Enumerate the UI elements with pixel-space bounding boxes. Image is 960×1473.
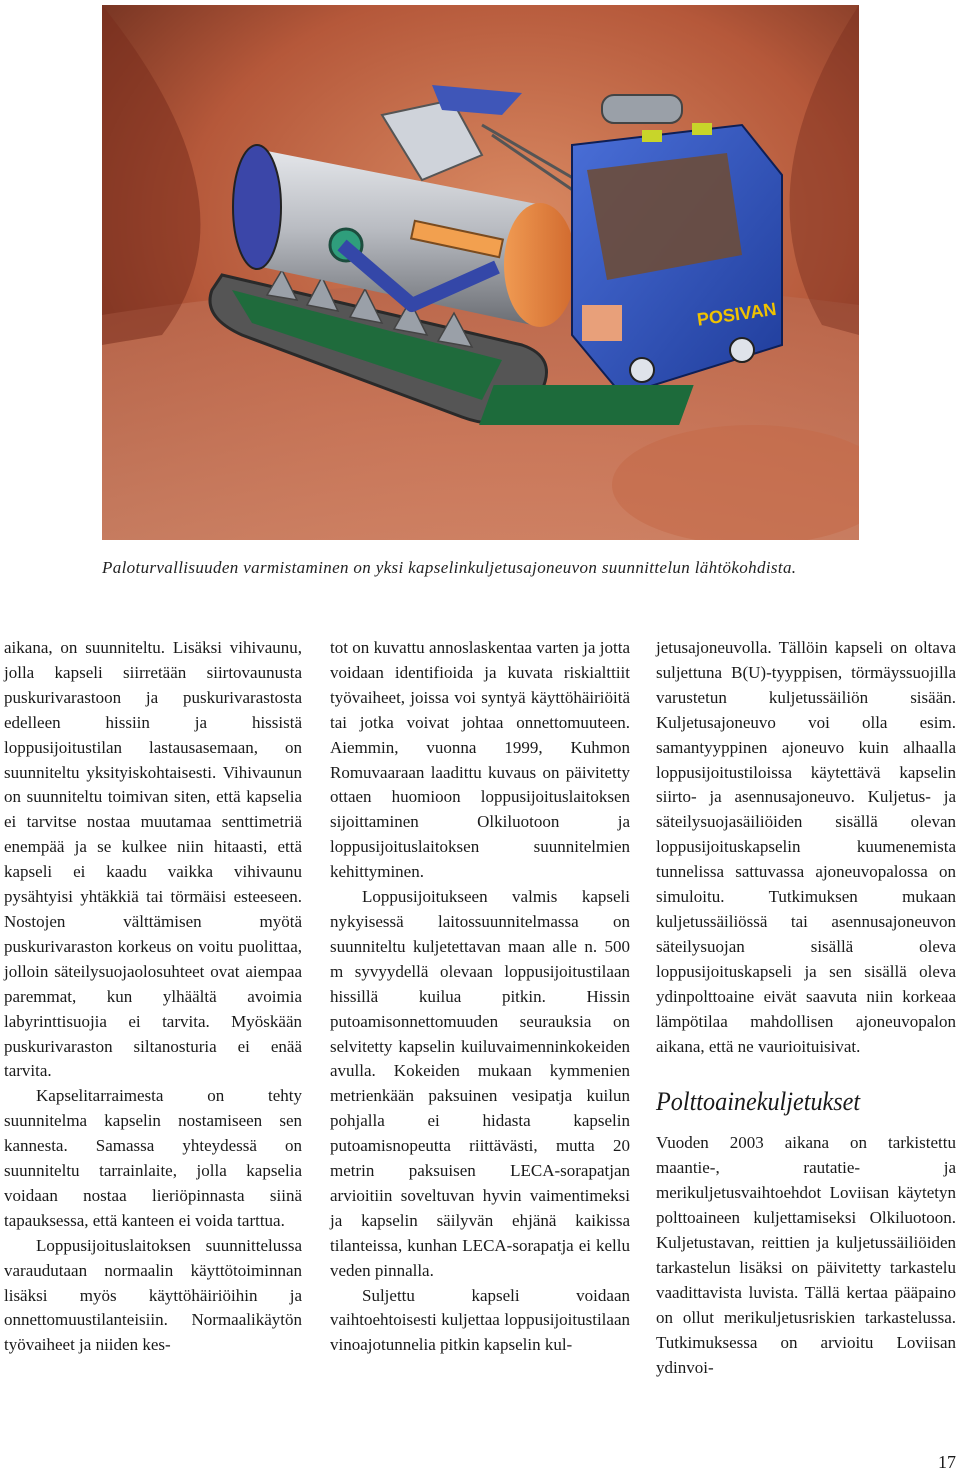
paragraph: Suljettu kapseli voidaan vaihtoehtoisesti kuljettaa loppusijoitustilaan vinoajotunnelia pitkin kapselin kul-	[330, 1285, 630, 1355]
section-heading: Polttoainekuljetukset	[656, 1087, 861, 1117]
paragraph: tot on kuvattu annoslaskentaa varten ja jotta voidaan identifioida ja kuvata riskialttiit työvaiheet, joissa voi syntyä käyttöhäiriöitä tai jotka voivat johtaa onnettomuuteen. Aiemmin, vuonna 1999, Kuhmon Romuvaaraan laadittu kuvaus on päivitetty ottaen huomioon loppusijoituslaitoksen sijoittaminen Olkiluotoon ja loppusijoituslaitoksen suunnitelmien kehittyminen.	[330, 638, 630, 882]
page-number: 17	[938, 1452, 956, 1472]
paragraph: Loppusijoitukseen valmis kapseli nykyisessä laitossuunnitelmassa on suunniteltu kuljetettavan maan alle n. 500 m syvyydellä olevaan loppusijoitustilaan hissillä kuilua pitkin. Hissin putoamisonnettomuuden seurauksia on selvitetty kapselin kuiluvaimenninkokeiden avulla. Kokeiden mukaan kymmenien metrienkään paksuinen vesipatja kuilun pohjalla ei hidasta kapselin putoamisnopeutta riittävästi, mutta 20 metrin paksuisen LECA-sorapatjan arvioitiin soveltuvan hyvin vaimentimeksi ja kapselin säilyvän ehjänä kaikissa tilanteissa, kunhan LECA-sorapatja ei kellu veden pinnalla.	[330, 887, 630, 1280]
paragraph: Loppusijoituslaitoksen suunnittelussa varaudutaan normaalin käyttötoiminnan lisäksi myös käyttöhäiriöihin ja onnettomuustilanteisiin. Normaalikäytön työvaiheet ja niiden kes-	[4, 1235, 302, 1355]
column-2	[330, 636, 630, 1358]
paragraph: jetusajoneuvolla. Tällöin kapseli on oltava suljettuna B(U)-tyyppisen, törmäyssuojilla varustetun kuljetussäiliön sisään. Kuljetusajoneuvo voi olla esim. samantyyppinen ajoneuvo kuin alhaalla loppusijoitustiloissa käytettävä kapselin siirto- ja asennusajoneuvo. Kuljetus- ja säteilysuojasäiliöiden sisällä olevan loppusijoituskapselin kuumenemista tunnelissa sattuvassa ajoneuvopalossa on simuloitu. Tutkimuksen mukaan kuljetussäiliössä tai asennusajoneuvon säteilysuojan sisällä oleva loppusijoituskapseli ja sen sisällä oleva ydinpolttoaine eivät saavuta niin korkeaa lämpötilaa mahdollisen ajoneuvopalon aikana, että ne vaurioituisivat.	[656, 638, 956, 1056]
paragraph: Kapselitarraimesta on tehty suunnitelma kapselin nostamiseen sen kannesta. Samassa yhteydessä on suunniteltu tarrainlaite, jolla kapselia voidaan nostaa lieriöpinnasta siinä tapauksessa, että kanteen ei voida tarttua.	[4, 1086, 302, 1230]
vehicle-illustration	[102, 5, 859, 540]
column-1	[4, 636, 302, 1358]
paragraph: Vuoden 2003 aikana on tarkistettu maantie-, rautatie- ja merikuljetusvaihtoehdot Loviisan käytetyn polttoaineen kuljettamiseksi Olkiluotoon. Kuljetustavan, reittien ja kuljetussäiliöiden tarkastelun lisäksi on päivitetty tarkastelu vaadittavista luvista. Tällä kertaa pääpaino on ollut merikuljetusriskien tarkastelussa. Tutkimuksessa on arvioitu Loviisan ydinvoi-	[656, 1133, 956, 1377]
vehicle-logo: POSIVAN	[695, 298, 778, 330]
paragraph: aikana, on suunniteltu. Lisäksi vihivaunu, jolla kapseli siirretään siirtovaunusta puskurivarastoon ja puskurivarastosta edelleen hissiin ja hissistä loppusijoitustilan lastausasemaan, on suunniteltu yksityiskohtaisesti. Vihivaunun on suunniteltu toimivan siten, että kapselia ei tarvitse nostaa muutamaa senttimetriä enempää ja se kulkee niin hitaasti, että kapseli ei kaadu vaikka vihivaunu pysähtyisi yhtäkkiä tai törmäisi esteeseen. Nostojen välttämisen myötä puskurivaraston korkeus on voitu puolittaa, jolloin säteilysuojaolosuhteet ovat aiempaa paremmat, kun ylhäältä avoimia labyrinttisuojia ei tarvita. Myöskään puskurivaraston siltanosturia ei enää tarvita.	[4, 638, 302, 1081]
vehicle-render	[102, 5, 859, 540]
column-3	[656, 636, 956, 1380]
figure-caption: Paloturvallisuuden varmistaminen on yksi kapselinkuljetusajoneuvon suunnittelun lähtökohdista.	[102, 558, 797, 577]
